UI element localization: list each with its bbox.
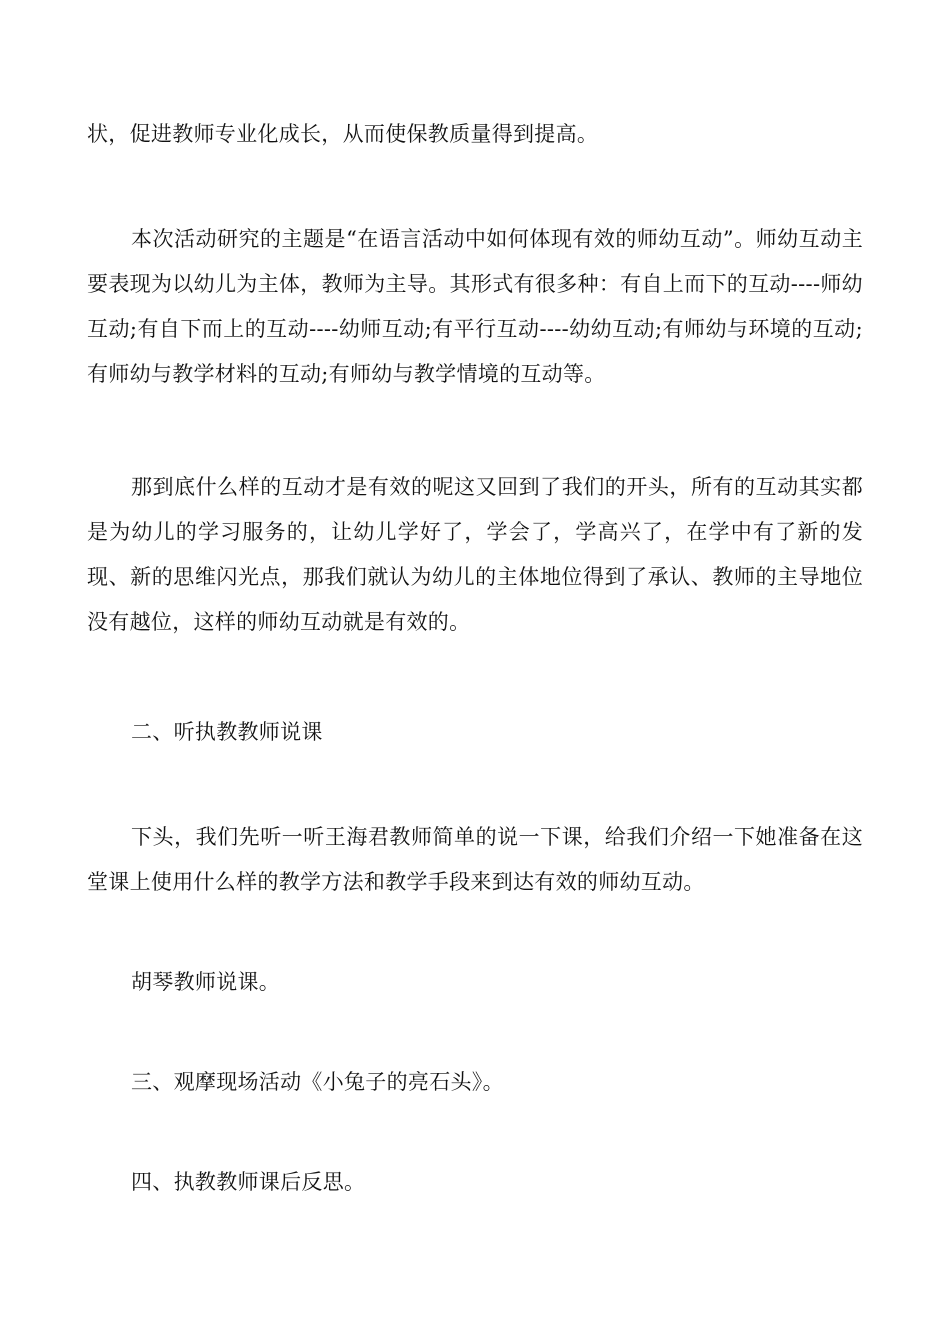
paragraph-effective-interaction: 那到底什么样的互动才是有效的呢这又回到了我们的开头，所有的互动其实都是为幼儿的学习服务的，让幼儿学好了，学会了，学高兴了，在学中有了新的发现、新的思维闪光点，那我们就认为幼儿的主体地位得到了承认、教师的主导地位没有越位，这样的师幼互动就是有效的。: [87, 475, 863, 634]
paragraph-continuation: 状，促进教师专业化成长，从而使保教质量得到提高。: [87, 122, 599, 146]
paragraph-topic: 本次活动研究的主题是“在语言活动中如何体现有效的师幼互动”。师幼互动主要表现为以幼儿为主体，教师为主导。其形式有很多种：有自上而下的互动----师幼互动;有自下而上的互动----幼师互动;有平行互动----幼幼互动;有师幼与环境的互动;有师幼与教学材料的互动;有师幼与教学情境的互动等。: [87, 227, 863, 386]
section-heading-2: 二、听执教教师说课: [131, 720, 323, 744]
section-heading-3: 三、观摩现场活动《小兔子的亮石头》。: [131, 1070, 504, 1094]
section-heading-4: 四、执教教师课后反思。: [131, 1170, 366, 1194]
paragraph-lecture-intro: 下头，我们先听一听王海君教师简单的说一下课，给我们介绍一下她准备在这堂课上使用什么样的教学方法和教学手段来到达有效的师幼互动。: [87, 825, 863, 894]
paragraph-teacher-lecture: 胡琴教师说课。: [131, 970, 281, 994]
